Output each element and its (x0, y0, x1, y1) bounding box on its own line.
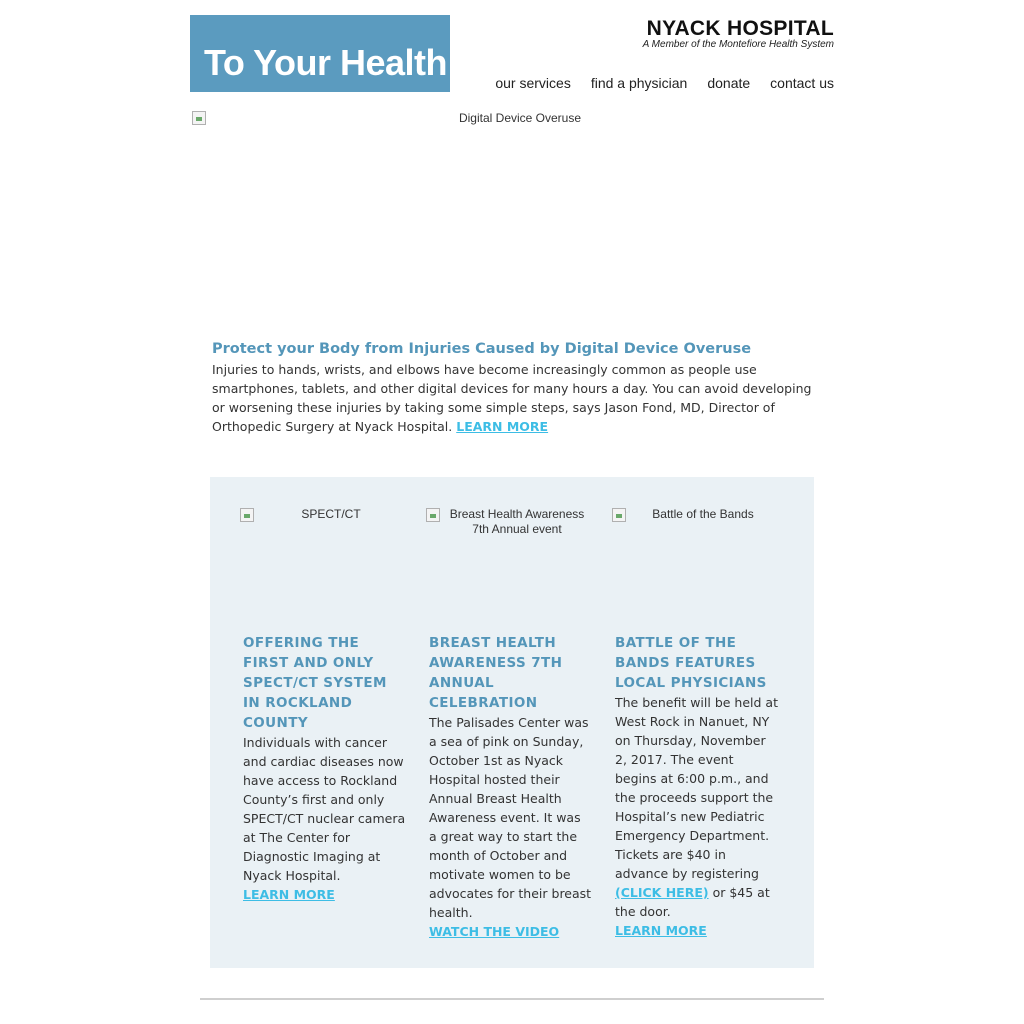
article-body (212, 360, 812, 436)
card-learn-more-link[interactable]: LEARN MORE (243, 887, 335, 902)
card-body-text: The benefit will be held at West Rock in Nanuet, NY on Thursday, November 2, 2017. The event begins at 6:00 p.m., and the proceeds support the Hospital’s new Pediatric Emergency Department. Tickets are $40 in advance by registering (615, 695, 778, 881)
card-body: The Palisades Center was a sea of pink on Sunday, October 1st as Nyack Hospital hosted their Annual Breast Health Awareness event. It was a great way to start the month of October and motivate women to be advocates for their breast health. (429, 715, 592, 920)
top-nav (495, 75, 834, 91)
nav-contact-us[interactable]: contact us (770, 75, 834, 91)
card-watch-video-link[interactable]: WATCH THE VIDEO (429, 924, 560, 939)
card-image-alt: Battle of the Bands (652, 507, 754, 521)
article-learn-more-link[interactable]: LEARN MORE (456, 419, 549, 434)
card-title: BREAST HEALTH AWARENESS 7TH ANNUAL CELEBRATION (429, 635, 563, 711)
click-here-link[interactable]: (CLICK HERE) (615, 885, 709, 900)
hero-image-alt: Digital Device Overuse (458, 111, 582, 125)
card-image[interactable] (426, 507, 592, 633)
nav-find-a-physician[interactable]: find a physician (590, 75, 688, 91)
footer-divider (200, 998, 824, 1000)
news-card-spect-ct (240, 507, 406, 904)
article-body-text: Injuries to hands, wrists, and elbows have become increasingly common as people use smartphones, tablets, and other digital devices for many hours a day. You can avoid developing or worsening these injuries by taking some simple steps, says Jason Fond, MD, Director of Orthopedic Surgery at Nyack Hospital. (212, 362, 812, 434)
card-image-alt: Breast Health Awareness 7th Annual event (449, 507, 585, 536)
news-card-battle-of-bands (612, 507, 778, 940)
card-title: BATTLE OF THE BANDS FEATURES LOCAL PHYSICIANS (615, 635, 767, 691)
broken-image-icon (240, 508, 254, 522)
nav-donate[interactable]: donate (707, 75, 751, 91)
card-title: OFFERING THE FIRST AND ONLY SPECT/CT SYSTEM IN ROCKLAND COUNTY (243, 635, 387, 731)
news-card-breast-health (426, 507, 592, 941)
card-image-alt: SPECT/CT (301, 507, 361, 521)
feature-article (212, 340, 812, 436)
hero-image[interactable] (192, 110, 832, 320)
card-image[interactable] (612, 507, 778, 633)
banner-title: To Your Health (204, 42, 448, 83)
article-title[interactable]: Protect your Body from Injuries Caused by Digital Device Overuse (212, 341, 752, 357)
card-body: Individuals with cancer and cardiac diseases now have access to Rockland County’s first and only SPECT/CT nuclear camera at The Center for Diagnostic Imaging at Nyack Hospital. (243, 735, 406, 883)
hospital-logo-title[interactable]: NYACK HOSPITAL (646, 17, 834, 40)
card-image[interactable] (240, 507, 406, 633)
card-body (615, 693, 778, 921)
card-body-text-after: or $45 at the door. (615, 885, 770, 919)
nav-our-services[interactable]: our services (495, 75, 571, 91)
news-panel (210, 477, 814, 968)
broken-image-icon (426, 508, 440, 522)
broken-image-icon (612, 508, 626, 522)
to-your-health-banner (190, 15, 450, 92)
card-learn-more-link[interactable]: LEARN MORE (615, 923, 707, 938)
hospital-logo-subtitle: A Member of the Montefiore Health System (642, 39, 834, 50)
